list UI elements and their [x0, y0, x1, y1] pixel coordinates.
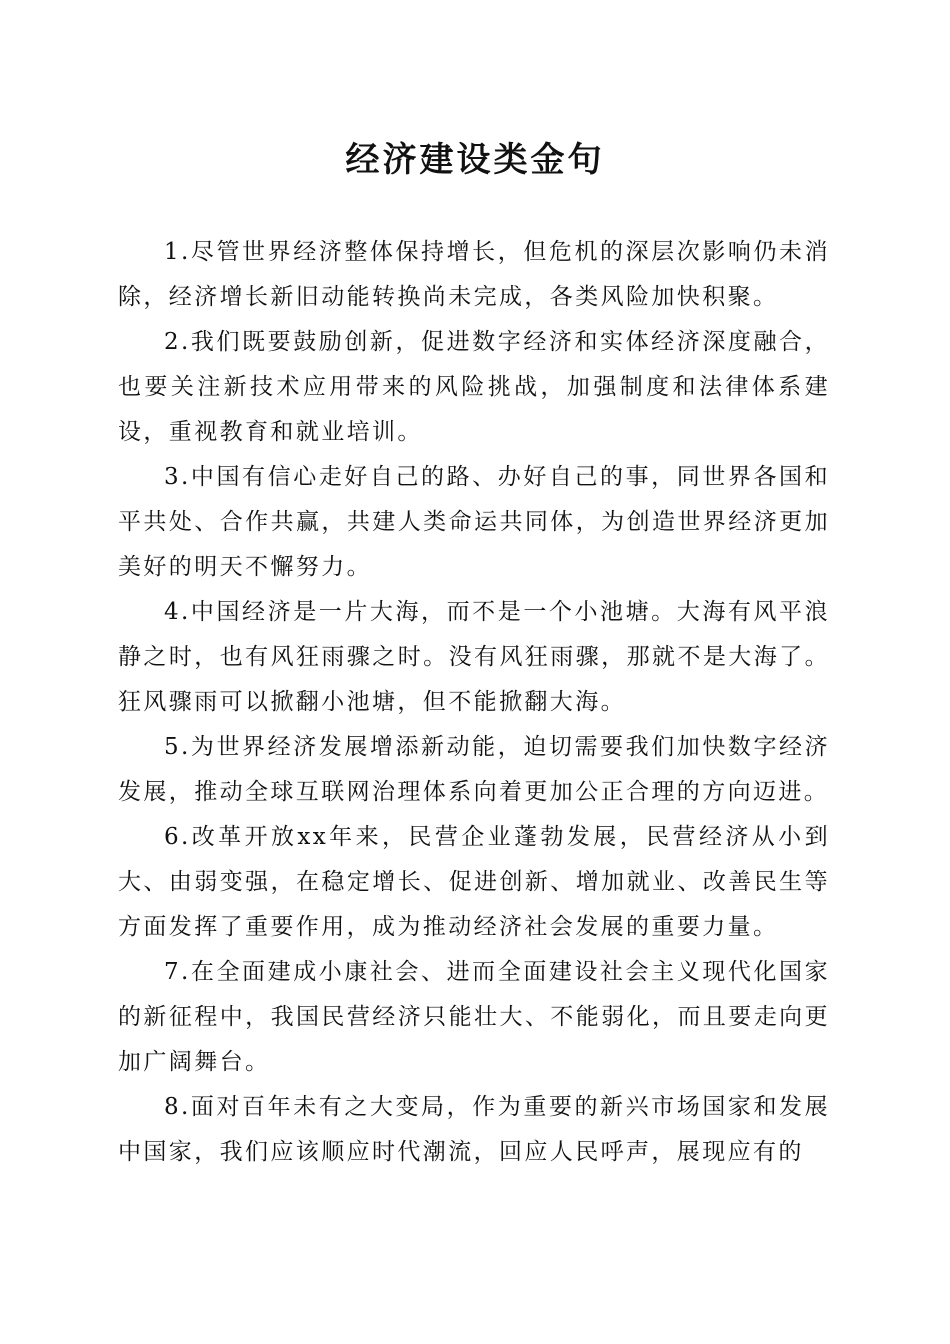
paragraph-8: 8.面对百年未有之大变局，作为重要的新兴市场国家和发展中国家，我们应该顺应时代潮流，回应人民呼声，展现应有的	[118, 1094, 830, 1165]
paragraph-1: 1.尽管世界经济整体保持增长，但危机的深层次影响仍未消除，经济增长新旧动能转换尚未完成，各类风险加快积聚。	[118, 239, 830, 310]
paragraph-3: 3.中国有信心走好自己的路、办好自己的事，同世界各国和平共处、合作共赢，共建人类命运共同体，为创造世界经济更加美好的明天不懈努力。	[118, 464, 830, 580]
paragraph-5: 5.为世界经济发展增添新动能，迫切需要我们加快数字经济发展，推动全球互联网治理体系向着更加公正合理的方向迈进。	[118, 734, 830, 805]
paragraph-7: 7.在全面建成小康社会、进而全面建设社会主义现代化国家的新征程中，我国民营经济只能壮大、不能弱化，而且要走向更加广阔舞台。	[118, 959, 830, 1075]
paragraph-4: 4.中国经济是一片大海，而不是一个小池塘。大海有风平浪静之时，也有风狂雨骤之时。没有风狂雨骤，那就不是大海了。狂风骤雨可以掀翻小池塘，但不能掀翻大海。	[118, 599, 830, 715]
document-body	[118, 230, 830, 1175]
paragraph-2: 2.我们既要鼓励创新，促进数字经济和实体经济深度融合，也要关注新技术应用带来的风险挑战，加强制度和法律体系建设，重视教育和就业培训。	[118, 329, 830, 445]
paragraph-6: 6.改革开放xx年来，民营企业蓬勃发展，民营经济从小到大、由弱变强，在稳定增长、促进创新、增加就业、改善民生等方面发挥了重要作用，成为推动经济社会发展的重要力量。	[118, 824, 830, 940]
document-title: 经济建设类金句	[345, 140, 605, 180]
